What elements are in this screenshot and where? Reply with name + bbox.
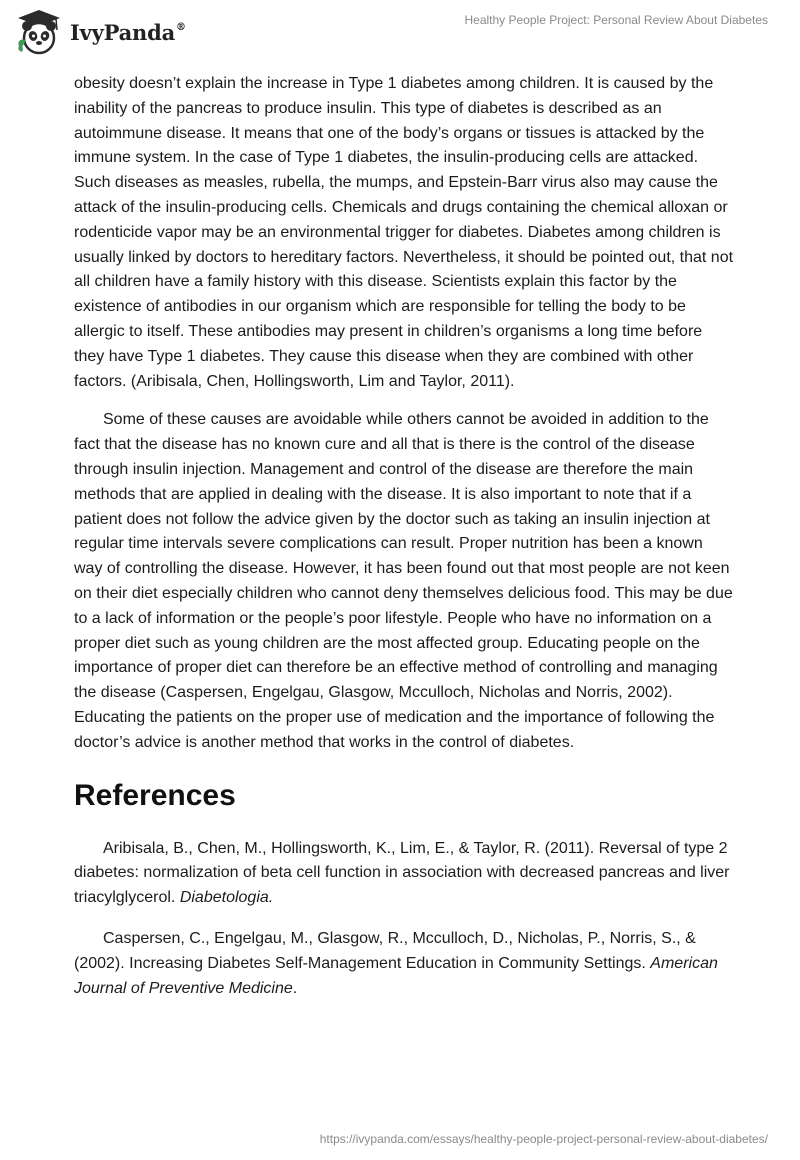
essay-content: [74, 72, 734, 1017]
reference-item: Aribisala, B., Chen, M., Hollingsworth, K., Lim, E., & Taylor, R. (2011). Reversal of type 2 diabetes: normalization of beta cell function in association with decreased pancreas and liver triacylglycerol. Diabetologia.: [74, 839, 730, 907]
body-paragraph: obesity doesn’t explain the increase in Type 1 diabetes among children. It is caused by the inability of the pancreas to produce insulin. This type of diabetes is described as an autoimmune disease. It means that one of the body’s organs or tissues is attacked by the immune system. In the case of Type 1 diabetes, the insulin-producing cells are attacked. Such diseases as measles, rubella, the mumps, and Epstein-Barr virus also may cause the attack of the insulin-producing cells. Chemicals and drugs containing the chemical alloxan or rodenticide vapor may be an environmental trigger for diabetes. Diabetes among children is usually linked by doctors to hereditary factors. Nevertheless, it should be pointed out, that not all children have a family history with this disease. Scientists explain this factor by the existence of antibodies in our organism which are responsible for telling the body to be allergic to itself. These antibodies may present in children’s organisms a long time before they have Type 1 diabetes. They cause this disease when they are combined with other factors. (Aribisala, Chen, Hollingsworth, Lim and Taylor, 2011).: [74, 75, 734, 390]
references-heading: References: [74, 778, 236, 812]
page-header: [0, 0, 800, 64]
brand-name: IvyPanda®: [70, 19, 186, 45]
journal-title: Diabetologia: [179, 889, 269, 907]
body-paragraph: Some of these causes are avoidable while others cannot be avoided in addition to the fact that the disease has no known cure and all that is there is the control of the disease through insulin injection. Management and control of the disease are therefore the main methods that are applied in dealing with the disease. It is also important to note that if a patient does not follow the advice given by the doctor such as taking an insulin injection at regular time intervals severe complications can result. Proper nutrition has been a known way of controlling the disease. However, it has been found out that most people are not keen on their diet especially children who cannot deny themselves delicious food. This may be due to a lack of information or the people’s poor lifestyle. People who have no information on a proper diet such as young children are the most affected group. Educating people on the importance of proper diet can therefore be an effective method of controlling and managing the disease (Caspersen, Engelgau, Glasgow, Mcculloch, Nicholas and Norris, 2002). Educating the patients on the proper use of medication and the importance of following the doctor’s advice is another method that works in the control of diabetes.: [74, 411, 733, 751]
journal-title: American Journal of Preventive Medicine: [74, 954, 718, 997]
document-title: Healthy People Project: Personal Review About Diabetes: [464, 13, 768, 27]
panda-graduation-cap-icon: [14, 8, 64, 56]
registered-mark: ®: [176, 21, 186, 33]
reference-item: Caspersen, C., Engelgau, M., Glasgow, R., Mcculloch, D., Nicholas, P., Norris, S., & (2002). Increasing Diabetes Self-Management Education in Community Settings. American Journal of Preventive Medicine.: [74, 929, 718, 997]
brand-logo[interactable]: [14, 8, 186, 56]
source-url[interactable]: https://ivypanda.com/essays/healthy-people-project-personal-review-about-diabetes/: [319, 1132, 768, 1146]
